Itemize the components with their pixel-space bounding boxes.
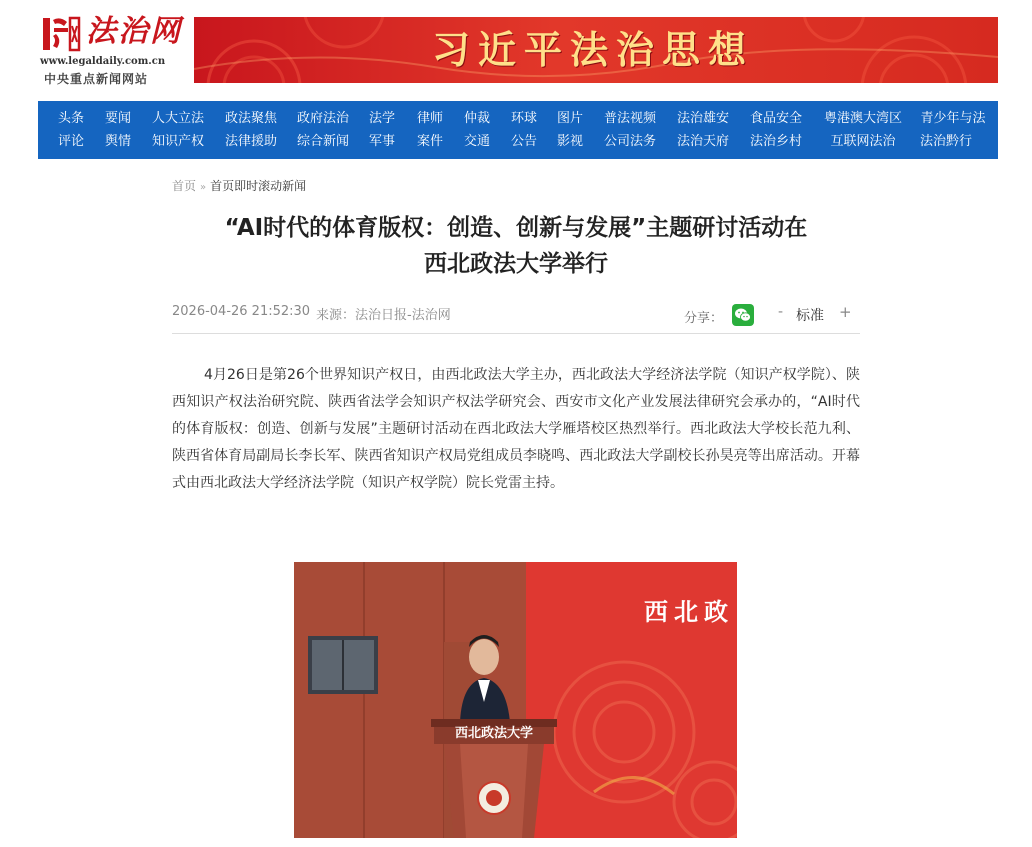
article-source: 来源：法治日报-法治网 <box>316 308 451 323</box>
nav-item[interactable]: 法学 <box>368 111 396 126</box>
nav-item[interactable]: 图片 <box>556 111 584 126</box>
speaker-photo <box>294 562 737 838</box>
nav-item[interactable]: 青少年与法 <box>920 111 986 126</box>
nav-item[interactable]: 法律援助 <box>224 134 278 149</box>
breadcrumb-separator-icon: » <box>200 182 207 193</box>
nav-item[interactable]: 综合新闻 <box>296 134 350 149</box>
podium-text: 西北政法大学 <box>454 726 534 741</box>
nav-item[interactable]: 环球 <box>510 111 538 126</box>
nav-row-secondary <box>38 130 998 153</box>
nav-item[interactable]: 公告 <box>510 134 538 149</box>
promo-banner[interactable] <box>194 17 998 83</box>
nav-row-primary <box>38 107 998 130</box>
nav-item[interactable]: 头条 <box>57 111 85 126</box>
logo-emblem-icon <box>40 14 82 54</box>
article-title-line2: 西北政法大学举行 <box>424 251 608 277</box>
share-label: 分享： <box>684 311 724 326</box>
wechat-share-button[interactable] <box>732 304 754 326</box>
nav-item[interactable]: 法治雄安 <box>676 111 730 126</box>
nav-item[interactable]: 粤港澳大湾区 <box>823 111 903 126</box>
nav-item[interactable]: 公司法务 <box>603 134 657 149</box>
nav-item[interactable]: 评论 <box>57 134 85 149</box>
nav-item[interactable]: 食品安全 <box>749 111 803 126</box>
nav-item[interactable]: 法治乡村 <box>749 134 803 149</box>
nav-item[interactable]: 仲裁 <box>463 111 491 126</box>
nav-item[interactable]: 人大立法 <box>151 111 205 126</box>
nav-item[interactable]: 普法视频 <box>603 111 657 126</box>
backdrop-text: 西北政 <box>644 597 734 626</box>
banner-title: 习近平法治思想 <box>432 27 755 72</box>
article-meta <box>172 296 860 334</box>
nav-item[interactable]: 舆情 <box>104 134 132 149</box>
wechat-icon <box>732 304 754 326</box>
nav-item[interactable]: 影视 <box>556 134 584 149</box>
nav-item[interactable]: 军事 <box>368 134 396 149</box>
nav-item[interactable]: 互联网法治 <box>830 134 896 149</box>
main-nav <box>38 101 998 159</box>
logo-title: 法治网 <box>86 14 182 49</box>
font-decrease-button[interactable]: - <box>778 304 784 320</box>
article-title-line1: “AI时代的体育版权：创造、创新与发展”主题研讨活动在 <box>224 215 808 241</box>
nav-item[interactable]: 律师 <box>416 111 444 126</box>
breadcrumb <box>172 178 306 196</box>
site-logo[interactable] <box>38 12 188 90</box>
nav-item[interactable]: 政府法治 <box>296 111 350 126</box>
breadcrumb-home[interactable]: 首页 <box>172 179 197 193</box>
article-paragraph: 4月26日是第26个世界知识产权日，由西北政法大学主办，西北政法大学经济法学院（知识产权学院）、陕西知识产权法治研究院、陕西省法学会知识产权法学研究会、西安市文化产业发展法律研究会承办的，“AI时代的体育版权：创造、创新与发展”主题研讨活动在西北政法大学雁塔校区热烈举行。西北政法大学校长范九利、陕西省体育局副局长李长军、陕西省知识产权局党组成员李晓鸣、西北政法大学副校长孙昊亮等出席活动。开幕式由西北政法大学经济法学院（知识产权学院）院长党雷主持。 <box>172 367 860 491</box>
nav-item[interactable]: 案件 <box>416 134 444 149</box>
nav-item[interactable]: 法治黔行 <box>919 134 973 149</box>
publish-date: 2026-04-26 21:52:30 <box>172 304 311 319</box>
nav-item[interactable]: 交通 <box>463 134 491 149</box>
site-header <box>38 12 998 90</box>
font-size-label: 标准 <box>796 308 824 324</box>
nav-item[interactable]: 政法聚焦 <box>224 111 278 126</box>
article-title <box>172 210 860 282</box>
logo-url: www.legaldaily.com.cn <box>40 56 166 67</box>
article-photo <box>294 562 737 838</box>
nav-item[interactable]: 知识产权 <box>151 134 205 149</box>
breadcrumb-current[interactable]: 首页即时滚动新闻 <box>210 179 307 193</box>
nav-item[interactable]: 法治天府 <box>676 134 730 149</box>
logo-tagline: 中央重点新闻网站 <box>44 72 149 86</box>
font-increase-button[interactable]: + <box>839 303 852 321</box>
nav-item[interactable]: 要闻 <box>104 111 132 126</box>
